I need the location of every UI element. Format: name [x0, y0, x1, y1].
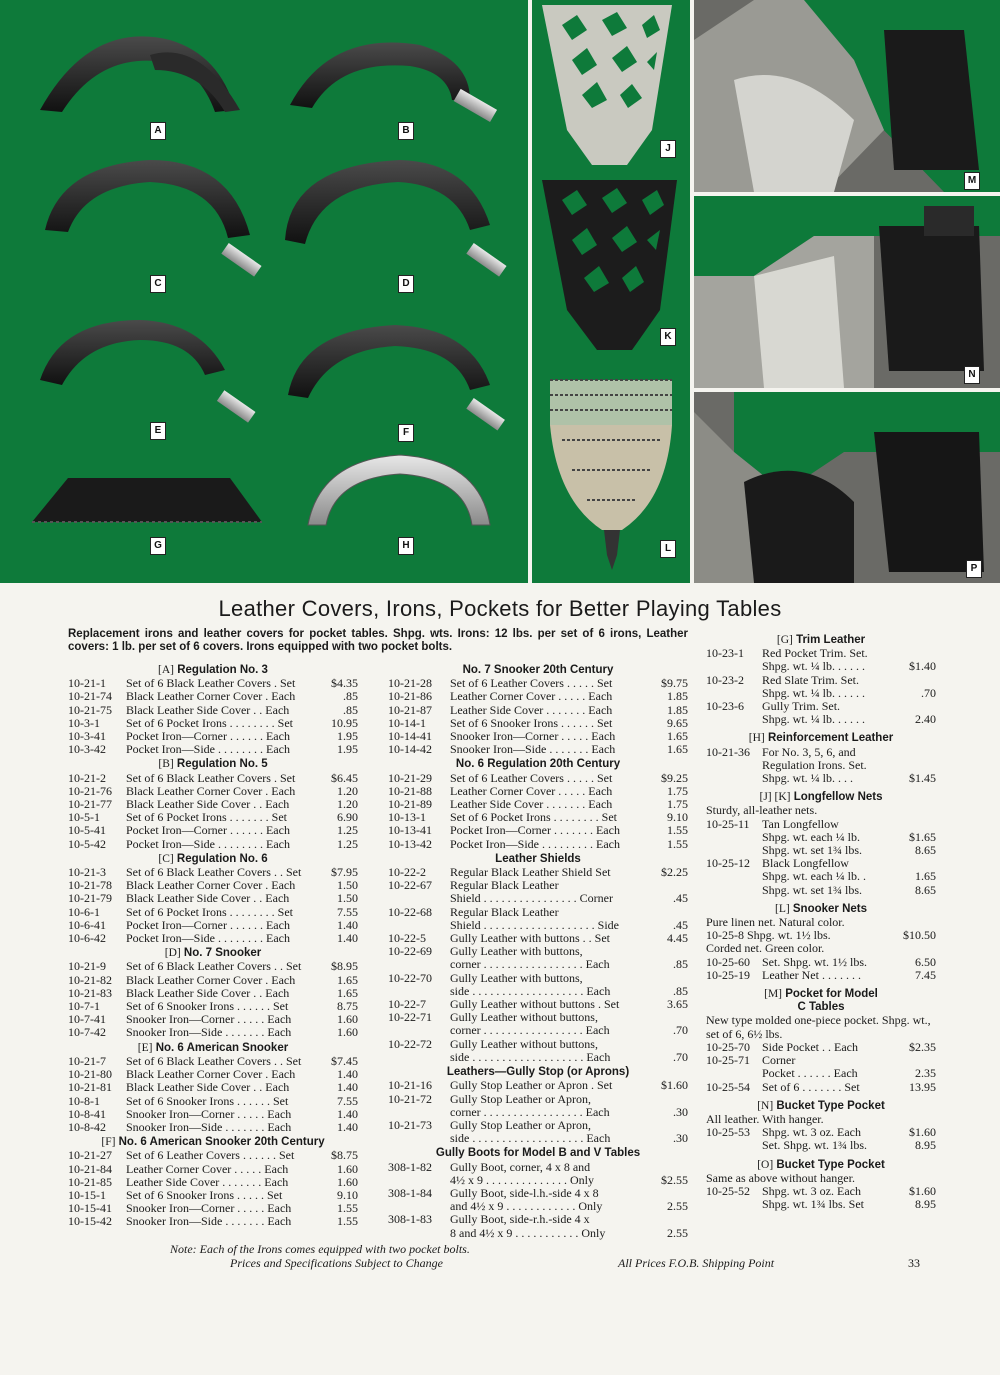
price-row: side . . . . . . . . . . . . . . . . . . . Each .85 [450, 983, 688, 998]
price-row: corner . . . . . . . . . . . . . . . . . Each .30 [450, 1104, 688, 1119]
price-row: 10-13-1 Set of 6 Pocket Irons . . . . . . . . Set 9.10 [388, 810, 688, 825]
price-column-3 [706, 628, 936, 1211]
price-row: 10-21-9 Set of 6 Black Leather Covers . . Set $8.95 [68, 959, 358, 974]
price-row: 10-7-1 Set of 6 Snooker Irons . . . . . . Set 8.75 [68, 999, 358, 1014]
section-heading-n: [N] Bucket Type Pocket [757, 1099, 885, 1112]
price-row: 10-7-42 Snooker Iron—Side . . . . . . . Each 1.60 [68, 1025, 358, 1040]
iron-d [285, 160, 507, 277]
trim-leather-g [32, 478, 262, 522]
price-row: 10-25-53 Shpg. wt. 3 oz. Each $1.60 [706, 1125, 936, 1140]
price-row: 10-21-76 Black Leather Corner Cover . Each 1.20 [68, 783, 358, 798]
price-row: 10-6-1 Set of 6 Pocket Irons . . . . . . . . Set 7.55 [68, 904, 358, 919]
page-title: Leather Covers, Irons, Pockets for Better Playing Tables [218, 596, 782, 621]
price-row: 10-8-1 Set of 6 Snooker Irons . . . . . . Set 7.55 [68, 1093, 358, 1108]
iron-c [45, 160, 262, 277]
price-row: 10-25-11 Tan Longfellow [706, 816, 839, 831]
price-row: 10-21-82 Black Leather Corner Cover . Each 1.65 [68, 972, 358, 987]
price-row: 10-22-71 Gully Leather without buttons, [388, 1010, 598, 1025]
price-row: 10-21-86 Leather Corner Cover . . . . . Each 1.85 [388, 689, 688, 704]
section-note-l1: Pure linen net. Natural color. [706, 915, 845, 930]
section-heading: Leather Shields [495, 852, 581, 865]
price-row: 10-5-41 Pocket Iron—Corner . . . . . . Each 1.25 [68, 823, 358, 838]
price-row: and 4½ x 9 . . . . . . . . . . . . Only 2.55 [450, 1199, 688, 1214]
price-row: 4½ x 9 . . . . . . . . . . . . . . Only $2.55 [450, 1172, 688, 1187]
price-row: 10-21-84 Leather Corner Cover . . . . . Each 1.60 [68, 1161, 358, 1176]
price-row: 10-21-28 Set of 6 Leather Covers . . . . . Set $9.75 [388, 676, 688, 691]
price-row: 10-22-2 Regular Black Leather Shield Set $2.25 [388, 865, 688, 880]
nets-illustration [532, 0, 690, 583]
price-row: 10-22-7 Gully Leather without buttons . Set 3.65 [388, 997, 688, 1012]
net-j [542, 5, 672, 165]
price-row: 10-25-52 Shpg. wt. 3 oz. Each $1.60 [706, 1183, 936, 1198]
price-row: 308-1-84 Gully Boot, side-l.h.-side 4 x 8 [388, 1185, 599, 1200]
figure-label-k: K [660, 328, 676, 346]
section-heading: [C] Regulation No. 6 [158, 852, 268, 865]
figure-label-g: G [150, 537, 166, 555]
price-row: 10-13-42 Pocket Iron—Side . . . . . . . . . Each 1.55 [388, 836, 688, 851]
section-heading: Leathers—Gully Stop (or Aprons) [446, 1066, 630, 1079]
price-row: 10-15-41 Snooker Iron—Corner . . . . . Each 1.55 [68, 1201, 358, 1216]
iron-f [288, 325, 505, 430]
iron-a [40, 36, 240, 112]
price-row: 10-21-1 Set of 6 Black Leather Covers . Set $4.35 [68, 676, 358, 691]
price-row: 10-14-41 Snooker Iron—Corner . . . . . Each 1.65 [388, 729, 688, 744]
price-row: 10-25-70 Side Pocket . . Each $2.35 [706, 1039, 936, 1054]
price-row: Shpg. wt. ¼ lb. . . . . . 2.40 [762, 712, 936, 727]
price-row: 10-23-1 Red Pocket Trim. Set. [706, 646, 868, 661]
price-row: 10-15-42 Snooker Iron—Side . . . . . . . Each 1.55 [68, 1214, 358, 1229]
price-row: 10-21-27 Set of 6 Leather Covers . . . . . . Set $8.75 [68, 1148, 358, 1163]
price-row: 10-21-85 Leather Side Cover . . . . . . . Each 1.60 [68, 1174, 358, 1189]
price-row: Shpg. wt. set 1¾ lbs. 8.65 [762, 843, 936, 858]
price-row: corner . . . . . . . . . . . . . . . . . Each .70 [450, 1023, 688, 1038]
price-row: 10-7-41 Snooker Iron—Corner . . . . . Each 1.60 [68, 1012, 358, 1027]
price-row: 10-21-75 Black Leather Side Cover . . Each .85 [68, 702, 358, 717]
price-row: 10-25-71 Corner [706, 1053, 796, 1068]
price-row: 10-21-72 Gully Stop Leather or Apron, [388, 1091, 591, 1106]
price-row: Shpg. wt. set 1¾ lbs. 8.65 [762, 882, 936, 897]
price-row: Shpg. wt. each ¼ lb. . 1.65 [762, 869, 936, 884]
price-row: 10-22-69 Gully Leather with buttons, [388, 944, 583, 959]
iron-e [40, 320, 255, 423]
price-row: Pocket . . . . . . Each 2.35 [762, 1066, 936, 1081]
figure-label-n: N [964, 366, 980, 384]
price-row: side . . . . . . . . . . . . . . . . . . . Each .70 [450, 1049, 688, 1064]
section-heading: [E] No. 6 American Snooker [137, 1041, 289, 1054]
price-row: 10-21-87 Leather Side Cover . . . . . . . Each 1.85 [388, 702, 688, 717]
price-row: 10-25-12 Black Longfellow [706, 856, 849, 871]
price-row: 10-3-1 Set of 6 Pocket Irons . . . . . . . . Set 10.95 [68, 715, 358, 730]
figure-label-c: C [150, 275, 166, 293]
price-row: Shield . . . . . . . . . . . . . . . . . . . Side .45 [450, 917, 688, 932]
price-row: 10-25-60 Set. Shpg. wt. 1½ lbs. 6.50 [706, 954, 936, 969]
nets-photo-panel [532, 0, 690, 583]
catalog-text [0, 590, 1000, 1375]
figure-label-f: F [398, 424, 414, 442]
section-note-jk: Sturdy, all-leather nets. [706, 803, 818, 818]
section-heading-m: [M] Pocket for Model C Tables [764, 988, 878, 1014]
footer-note: Note: Each of the Irons comes equipped with two pocket bolts. [170, 1242, 470, 1256]
price-row: 10-21-83 Black Leather Side Cover . . Each 1.65 [68, 985, 358, 1000]
section-heading: [A] Regulation No. 3 [158, 664, 268, 676]
footer-fob: All Prices F.O.B. Shipping Point [618, 1256, 775, 1270]
price-row: 10-25-54 Set of 6 . . . . . . . Set 13.95 [706, 1079, 936, 1094]
product-photos [0, 0, 1000, 585]
price-row: 10-21-73 Gully Stop Leather or Apron, [388, 1117, 591, 1132]
iron-b [290, 43, 497, 122]
price-row: 10-8-42 Snooker Iron—Side . . . . . . . Each 1.40 [68, 1119, 358, 1134]
section-heading: No. 7 Snooker 20th Century [462, 664, 614, 676]
section-note-n: All leather. With hanger. [706, 1111, 824, 1126]
footer-prices: Prices and Specifications Subject to Change [230, 1256, 443, 1270]
price-row: 10-6-42 Pocket Iron—Side . . . . . . . . Each 1.40 [68, 931, 358, 946]
price-row: 10-21-29 Set of 6 Leather Covers . . . . . Set $9.25 [388, 770, 688, 785]
price-row: Regulation Irons. Set. [762, 757, 867, 772]
price-row: 10-21-16 Gully Stop Leather or Apron . Set $1.60 [388, 1078, 688, 1093]
price-row: 10-22-68 Regular Black Leather [388, 904, 559, 919]
price-column-1 [68, 662, 358, 1229]
section-heading: [D] No. 7 Snooker [164, 947, 262, 960]
price-row: 10-22-67 Regular Black Leather [388, 878, 559, 893]
figure-label-m: M [964, 172, 980, 190]
figure-label-b: B [398, 122, 414, 140]
section-heading-o: [O] Bucket Type Pocket [757, 1158, 885, 1171]
price-column-2 [388, 662, 688, 1240]
figure-label-l: L [660, 540, 676, 558]
price-row: 308-1-83 Gully Boot, side-r.h.-side 4 x [388, 1212, 590, 1227]
price-row: 10-21-78 Black Leather Corner Cover . Each 1.50 [68, 878, 358, 893]
price-row: 10-3-41 Pocket Iron—Corner . . . . . . Each 1.95 [68, 729, 358, 744]
irons-photo-panel [0, 0, 528, 583]
pocket-photo-p [694, 392, 1000, 583]
price-row: 10-6-41 Pocket Iron—Corner . . . . . . Each 1.40 [68, 917, 358, 932]
section-heading: [F] No. 6 American Snooker 20th Century [101, 1136, 325, 1149]
price-row: Shpg. wt. ¼ lb. . . . . . $1.40 [762, 659, 936, 674]
net-l [550, 380, 672, 570]
price-row: 10-14-42 Snooker Iron—Side . . . . . . . Each 1.65 [388, 742, 688, 757]
figure-label-e: E [150, 422, 166, 440]
price-row: 10-21-7 Set of 6 Black Leather Covers . . Set $7.45 [68, 1053, 358, 1068]
price-row: Shpg. wt. ¼ lb. . . . $1.45 [762, 771, 936, 786]
price-row: 10-23-2 Red Slate Trim. Set. [706, 672, 860, 687]
irons-illustration [0, 0, 528, 583]
figure-label-j: J [660, 140, 676, 158]
price-row: 10-23-6 Gully Trim. Set. [706, 699, 841, 714]
section-heading-l: [L] Snooker Nets [774, 902, 868, 915]
price-row: corner . . . . . . . . . . . . . . . . . Each .85 [450, 957, 688, 972]
price-row: 10-21-74 Black Leather Corner Cover . Each .85 [68, 689, 358, 704]
figure-label-d: D [398, 275, 414, 293]
section-heading-h: [H] Reinforcement Leather [748, 732, 894, 745]
price-row: 10-22-5 Gully Leather with buttons . . Set 4.45 [388, 931, 688, 946]
figure-label-p: P [966, 560, 982, 578]
price-row: 10-14-1 Set of 6 Snooker Irons . . . . . . Set 9.65 [388, 715, 688, 730]
section-heading: Gully Boots for Model B and V Tables [435, 1147, 641, 1160]
intro-text: Replacement irons and leather covers for pocket tables. Shpg. wts. Irons: 12 lbs. per set of 6 irons, Leather covers: 1 lb. per set of 6 covers. Irons equipped with two pocket bolts. [68, 628, 688, 653]
price-row: 10-5-1 Set of 6 Pocket Irons . . . . . . . Set 6.90 [68, 810, 358, 825]
reinforcement-h [308, 455, 490, 525]
price-row: side . . . . . . . . . . . . . . . . . . . Each .30 [450, 1131, 688, 1146]
section-heading-jk: [J] [K] Longfellow Nets [759, 791, 883, 804]
price-row: Shpg. wt. each ¼ lb. $1.65 [762, 829, 936, 844]
price-row: 10-21-77 Black Leather Side Cover . . Each 1.20 [68, 797, 358, 812]
price-row: 10-21-81 Black Leather Side Cover . . Each 1.40 [68, 1080, 358, 1095]
section-note-o: Same as above without hanger. [706, 1170, 855, 1185]
section-heading: No. 6 Regulation 20th Century [455, 758, 621, 771]
section-heading: [B] Regulation No. 5 [158, 758, 268, 771]
price-row: 10-22-72 Gully Leather without buttons, [388, 1036, 598, 1051]
section-note-m: New type molded one-piece pocket. Shpg. wt., set of 6, 6½ lbs. [706, 1013, 931, 1041]
page-number: 33 [908, 1256, 920, 1270]
pocket-photo-m [694, 0, 1000, 192]
price-row: Shield . . . . . . . . . . . . . . . . Corner .45 [450, 891, 688, 906]
price-row: 10-21-89 Leather Side Cover . . . . . . . Each 1.75 [388, 797, 688, 812]
price-row: 10-25-8 Shpg. wt. 1½ lbs. $10.50 [706, 928, 936, 943]
price-row: 10-25-19 Leather Net . . . . . . . 7.45 [706, 967, 936, 982]
price-row: 10-21-36 For No. 3, 5, 6, and [706, 744, 856, 759]
price-row: 308-1-82 Gully Boot, corner, 4 x 8 and [388, 1159, 591, 1174]
price-row: 10-15-1 Set of 6 Snooker Irons . . . . . Set 9.10 [68, 1187, 358, 1202]
price-row: Set. Shpg. wt. 1¾ lbs. 8.95 [762, 1138, 936, 1153]
price-row: 10-21-3 Set of 6 Black Leather Covers . . Set $7.95 [68, 865, 358, 880]
section-note-l2: Corded net. Green color. [706, 941, 825, 956]
section-heading-g: [G] Trim Leather [776, 634, 866, 646]
price-row: 10-13-41 Pocket Iron—Corner . . . . . . . Each 1.55 [388, 823, 688, 838]
figure-label-a: A [150, 122, 166, 140]
price-row: Shpg. wt. 1¾ lbs. Set 8.95 [762, 1197, 936, 1212]
figure-label-h: H [398, 537, 414, 555]
net-k [542, 180, 677, 350]
price-row: 10-21-2 Set of 6 Black Leather Covers . Set $6.45 [68, 770, 358, 785]
price-row: 10-21-79 Black Leather Side Cover . . Each 1.50 [68, 891, 358, 906]
price-row: 10-5-42 Pocket Iron—Side . . . . . . . . Each 1.25 [68, 836, 358, 851]
price-row: 10-21-88 Leather Corner Cover . . . . . Each 1.75 [388, 783, 688, 798]
price-row: 10-22-70 Gully Leather with buttons, [388, 970, 583, 985]
price-row: Shpg. wt. ¼ lb. . . . . . .70 [762, 685, 936, 700]
price-row: 10-21-80 Black Leather Corner Cover . Each 1.40 [68, 1067, 358, 1082]
price-row: 10-8-41 Snooker Iron—Corner . . . . . Each 1.40 [68, 1106, 358, 1121]
pocket-photo-n [694, 196, 1000, 388]
price-row: 8 and 4½ x 9 . . . . . . . . . . . Only 2.55 [450, 1225, 688, 1240]
price-row: 10-3-42 Pocket Iron—Side . . . . . . . . Each 1.95 [68, 742, 358, 757]
